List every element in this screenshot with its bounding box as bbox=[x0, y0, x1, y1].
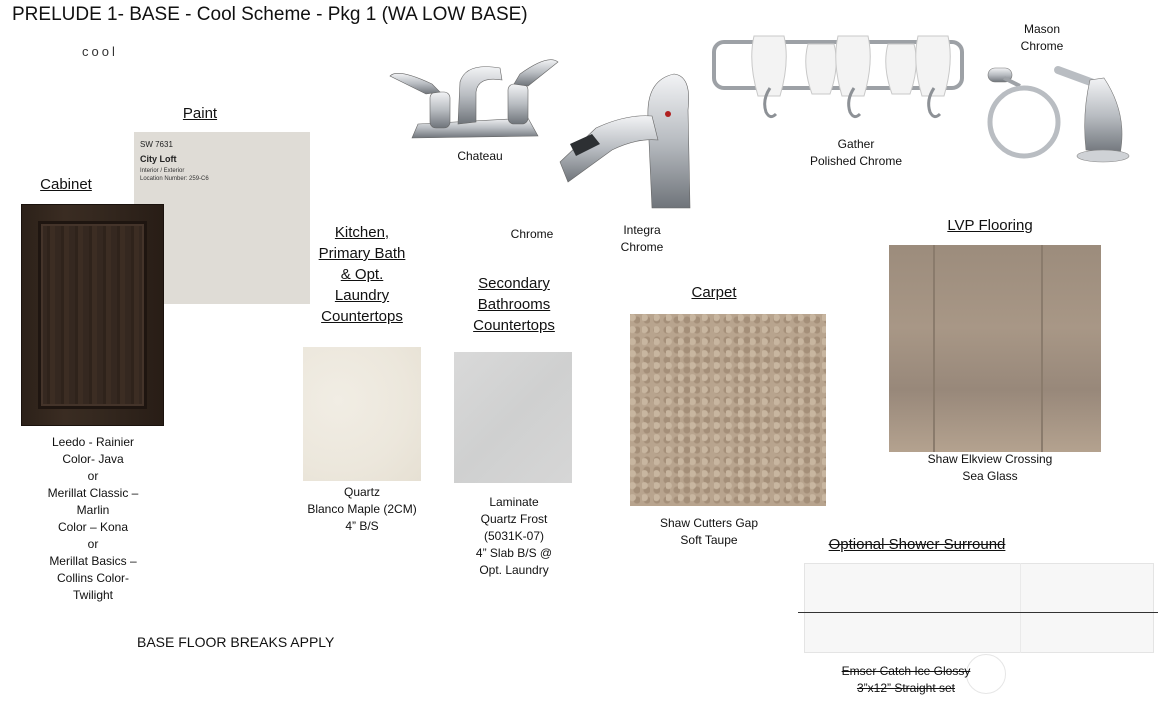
lvp-caption: Shaw Elkview Crossing Sea Glass bbox=[927, 452, 1053, 483]
paint-heading: Paint bbox=[182, 105, 218, 122]
carpet-sample-image bbox=[630, 314, 826, 506]
carpet-caption: Shaw Cutters Gap Soft Taupe bbox=[659, 516, 759, 547]
chateau-faucet-image bbox=[388, 52, 560, 142]
kitchen-countertop-heading: Kitchen, Primary Bath & Opt. Laundry Countertops bbox=[318, 224, 406, 325]
cabinet-heading: Cabinet bbox=[40, 176, 92, 193]
mason-accessories-image bbox=[986, 64, 1134, 168]
strike-line bbox=[798, 612, 1158, 613]
laminate-sample-image bbox=[454, 352, 572, 483]
chrome-label: Chrome bbox=[510, 227, 554, 241]
shower-caption: Emser Catch Ice Glossy 3”x12” Straight set bbox=[841, 664, 971, 695]
integra-faucet-image bbox=[556, 70, 696, 212]
shower-tile-image bbox=[804, 563, 1154, 653]
carpet-heading: Carpet bbox=[691, 284, 737, 301]
secondary-countertop-heading: Secondary Bathrooms Countertops bbox=[473, 275, 555, 334]
quartz-caption: Quartz Blanco Maple (2CM) 4” B/S bbox=[307, 485, 417, 533]
lvp-heading: LVP Flooring bbox=[947, 217, 1033, 234]
paint-name: City Loft bbox=[140, 154, 177, 164]
floor-breaks-note: BASE FLOOR BREAKS APPLY bbox=[137, 634, 335, 650]
page-title: PRELUDE 1- BASE - Cool Scheme - Pkg 1 (WA LOW BASE) bbox=[12, 4, 528, 25]
paint-code: SW 7631 bbox=[140, 140, 173, 149]
cabinet-caption: Leedo - Rainier Color- Java or Merillat Classic – Marlin Color – Kona or Merillat Basics – Collins Color- Twilight bbox=[47, 435, 139, 602]
integra-label: Integra Chrome bbox=[620, 223, 664, 254]
lvp-sample-image bbox=[889, 245, 1101, 452]
chateau-label: Chateau bbox=[457, 149, 503, 163]
paint-use: Interior / Exterior bbox=[140, 168, 185, 174]
quartz-sample-image bbox=[303, 347, 421, 481]
paint-location: Location Number: 259-C6 bbox=[140, 176, 209, 182]
mason-label: Mason Chrome bbox=[1020, 22, 1064, 53]
shower-surround-heading: Optional Shower Surround bbox=[828, 536, 1006, 553]
cabinet-door-image bbox=[21, 204, 164, 426]
gather-light-label: Gather Polished Chrome bbox=[809, 137, 903, 168]
scheme-subtitle: cool bbox=[82, 44, 118, 59]
laminate-caption: Laminate Quartz Frost (5031K-07) 4” Slab B/S @ Opt. Laundry bbox=[475, 495, 553, 577]
vanity-light-image bbox=[712, 34, 964, 126]
